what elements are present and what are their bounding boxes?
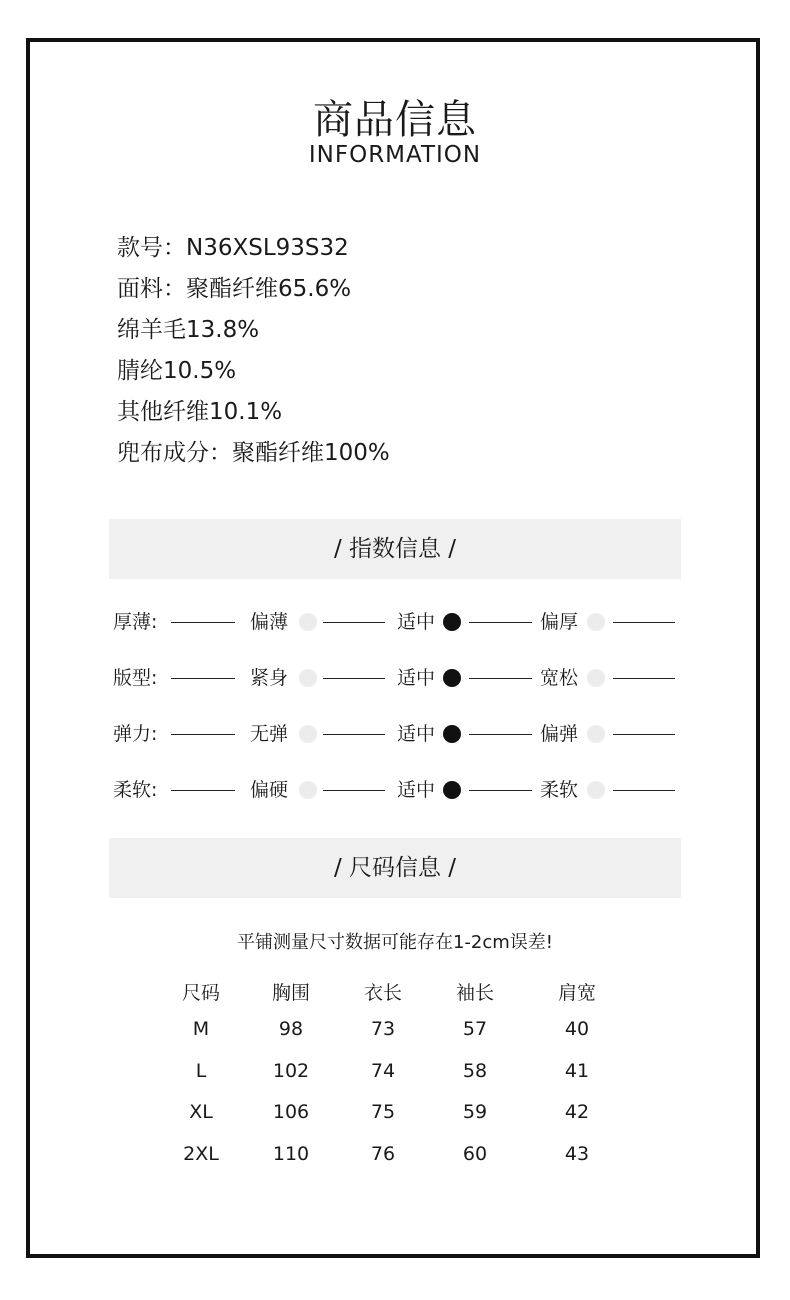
size-table-cell: 75 <box>370 1101 396 1123</box>
selected-dot-icon <box>443 613 461 631</box>
size-table-cell: 98 <box>278 1018 304 1040</box>
selected-dot-icon <box>443 669 461 687</box>
scale-line <box>469 734 532 735</box>
index-option-label: 偏硬 <box>250 779 289 801</box>
size-table-cell: 41 <box>564 1060 590 1082</box>
scale-line <box>323 678 385 679</box>
spec-item-wool: 绵羊毛13.8% <box>117 317 260 343</box>
scale-line <box>613 622 675 623</box>
scale-line <box>469 790 532 791</box>
index-option-label: 偏弹 <box>540 723 579 745</box>
unselected-dot-icon <box>587 669 605 687</box>
selected-dot-icon <box>443 781 461 799</box>
index-row-label: 版型: <box>113 667 158 689</box>
size-table-cell: 40 <box>564 1018 590 1040</box>
size-table-header-cell: 胸围 <box>271 982 310 1004</box>
spec-item-pocket-lining: 兜布成分：聚酯纤维100% <box>117 440 390 466</box>
index-row-label: 弹力: <box>113 723 158 745</box>
spec-item-fabric: 面料：聚酯纤维65.6% <box>117 276 352 302</box>
unselected-dot-icon <box>587 725 605 743</box>
index-row-label: 柔软: <box>113 779 158 801</box>
size-table-cell: 43 <box>564 1143 590 1165</box>
size-table-cell: 58 <box>462 1060 488 1082</box>
product-specs <box>117 228 390 474</box>
scale-line <box>469 622 532 623</box>
index-row <box>113 776 678 806</box>
index-option-label: 紧身 <box>250 667 289 689</box>
spec-item-style-no: 款号：N36XSL93S32 <box>117 235 349 261</box>
index-row <box>113 608 678 638</box>
size-table-cell: 102 <box>272 1060 310 1082</box>
size-table-cell: 73 <box>370 1018 396 1040</box>
index-option-label: 适中 <box>397 723 436 745</box>
scale-line <box>171 734 235 735</box>
size-table-cell: 106 <box>272 1101 310 1123</box>
size-table-cell: M <box>192 1018 210 1040</box>
size-table-cell: 76 <box>370 1143 396 1165</box>
page-title: 商品信息 <box>313 97 477 143</box>
scale-line <box>613 734 675 735</box>
index-option-label: 宽松 <box>540 667 579 689</box>
scale-line <box>171 678 235 679</box>
size-table-header-cell: 袖长 <box>455 982 494 1004</box>
size-table-header-cell: 肩宽 <box>557 982 596 1004</box>
unselected-dot-icon <box>299 781 317 799</box>
unselected-dot-icon <box>587 781 605 799</box>
size-table-cell: 59 <box>462 1101 488 1123</box>
index-option-label: 偏薄 <box>250 611 289 633</box>
spec-item-acrylic: 腈纶10.5% <box>117 358 237 384</box>
size-table-header-cell: 尺码 <box>181 982 220 1004</box>
scale-line <box>613 678 675 679</box>
size-table-cell: 42 <box>564 1101 590 1123</box>
unselected-dot-icon <box>299 669 317 687</box>
spec-item-other-fiber: 其他纤维10.1% <box>117 399 283 425</box>
unselected-dot-icon <box>299 725 317 743</box>
size-table-cell: 60 <box>462 1143 488 1165</box>
scale-line <box>613 790 675 791</box>
index-option-label: 无弹 <box>250 723 289 745</box>
index-row-label: 厚薄: <box>113 611 158 633</box>
scale-line <box>171 622 235 623</box>
scale-line <box>323 734 385 735</box>
scale-line <box>469 678 532 679</box>
index-option-label: 柔软 <box>540 779 579 801</box>
index-section-heading: / 指数信息 / <box>109 519 681 579</box>
scale-line <box>171 790 235 791</box>
size-table-cell: 110 <box>272 1143 310 1165</box>
scale-line <box>323 790 385 791</box>
index-option-label: 偏厚 <box>540 611 579 633</box>
page-subtitle: INFORMATION <box>308 142 482 168</box>
size-table-cell: XL <box>189 1101 213 1123</box>
index-option-label: 适中 <box>397 611 436 633</box>
selected-dot-icon <box>443 725 461 743</box>
measurement-note: 平铺测量尺寸数据可能存在1-2cm误差! <box>236 932 554 953</box>
size-section-heading: / 尺码信息 / <box>109 838 681 898</box>
size-table-cell: 2XL <box>183 1143 219 1165</box>
size-table-cell: 57 <box>462 1018 488 1040</box>
size-table-cell: 74 <box>370 1060 396 1082</box>
scale-line <box>323 622 385 623</box>
index-option-label: 适中 <box>397 779 436 801</box>
index-option-label: 适中 <box>397 667 436 689</box>
index-row <box>113 664 678 694</box>
size-table-cell: L <box>195 1060 207 1082</box>
unselected-dot-icon <box>587 613 605 631</box>
unselected-dot-icon <box>299 613 317 631</box>
index-row <box>113 720 678 750</box>
size-table-header-cell: 衣长 <box>363 982 402 1004</box>
